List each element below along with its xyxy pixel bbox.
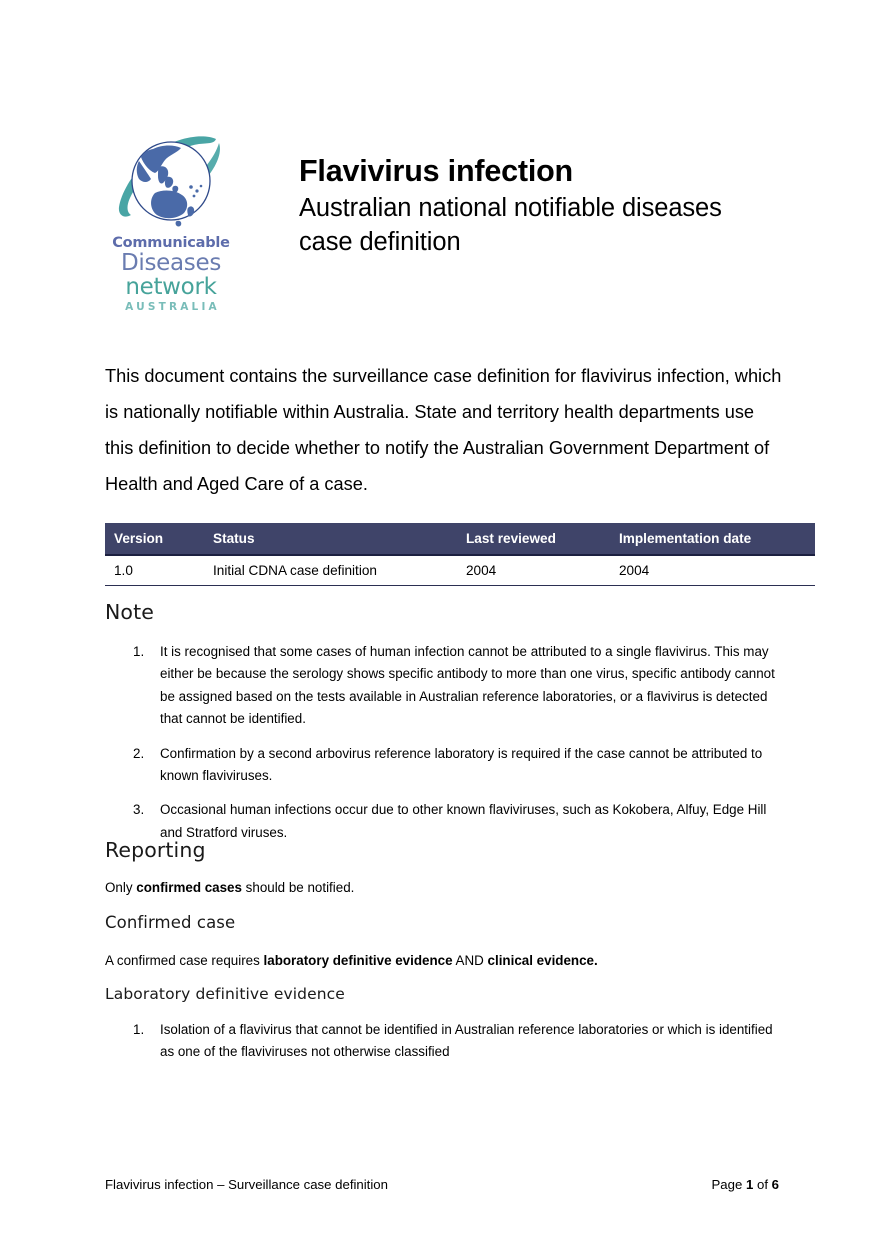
confirmed-text-mid: AND — [452, 953, 488, 968]
logo-line-australia: AUSTRALIA — [125, 300, 220, 313]
confirmed-case-paragraph — [105, 950, 783, 971]
table-header-row — [105, 523, 815, 555]
logo-line-diseases: Diseases — [120, 249, 222, 276]
cell-status: Initial CDNA case definition — [204, 555, 457, 586]
list-item-text: It is recognised that some cases of human infection cannot be attributed to a single flavivirus. This may either be because the serology shows specific antibody to more than one virus, specific antibody cannot be assigned based on the tests available in Australian reference laboratories, or a flavivirus is detected that cannot be identified. — [160, 644, 775, 727]
cell-version: 1.0 — [105, 555, 204, 586]
version-history-table — [105, 523, 815, 586]
list-item — [133, 641, 778, 731]
document-masthead — [105, 128, 777, 312]
list-marker: 1. — [133, 1022, 145, 1037]
page-subtitle: Australian national notifiable diseases case definition — [299, 194, 722, 256]
reporting-text-pre: Only — [105, 880, 137, 895]
intro-paragraph: This document contains the surveillance case definition for flavivirus infection, which is nationally notifiable within Australia. State and territory health departments use this definition to decide whether to notify the Australian Government Department of Health and Aged Care of a case. — [105, 366, 782, 494]
cdna-logo — [105, 128, 237, 312]
reporting-text-bold: confirmed cases — [136, 880, 242, 895]
footer-total-pages: 6 — [771, 1177, 779, 1192]
note-list — [133, 641, 778, 844]
list-marker: 2. — [133, 745, 145, 761]
confirmed-text-bold-clinical: clinical evidence. — [487, 953, 598, 968]
confirmed-text-bold-lab: laboratory definitive evidence — [263, 953, 453, 968]
logo-line-communicable: Communicable — [112, 235, 230, 251]
list-marker: 1. — [133, 644, 145, 659]
heading-laboratory-definitive-evidence: Laboratory definitive evidence — [105, 985, 345, 1003]
heading-reporting: Reporting — [105, 838, 206, 862]
column-header-version: Version — [105, 523, 204, 555]
title-block — [237, 128, 777, 259]
cell-last-reviewed: 2004 — [457, 555, 610, 586]
page-title: Flavivirus infection — [299, 154, 573, 188]
table-body — [105, 555, 815, 586]
logo-line-network: network — [125, 273, 217, 300]
page-footer — [105, 1177, 779, 1192]
list-item — [133, 1019, 778, 1064]
heading-note: Note — [105, 600, 154, 624]
list-marker: 3. — [133, 802, 145, 818]
reporting-paragraph — [105, 877, 783, 898]
column-header-status: Status — [204, 523, 457, 555]
list-item-text: Isolation of a flavivirus that cannot be identified in Australian reference laboratories or which is identified as one of the flaviviruses not otherwise classified — [160, 1022, 773, 1060]
column-header-last-reviewed: Last reviewed — [457, 523, 610, 555]
globe-swoosh-icon — [115, 131, 227, 235]
footer-current-page: 1 — [745, 1177, 754, 1192]
footer-document-name: Flavivirus infection – Surveillance case definition — [105, 1177, 388, 1192]
list-item — [133, 799, 778, 844]
cdna-wordmark — [112, 236, 230, 312]
list-item-text: Confirmation by a second arbovirus reference laboratory is required if the case cannot be attributed to known flaviviruses. — [160, 745, 763, 784]
footer-of-label: of — [753, 1177, 772, 1192]
footer-page-label: Page — [711, 1177, 746, 1192]
confirmed-text-pre: A confirmed case requires — [105, 953, 264, 968]
table-header — [105, 523, 815, 555]
heading-confirmed-case: Confirmed case — [105, 913, 236, 932]
list-item — [133, 743, 778, 788]
laboratory-evidence-list — [133, 1019, 778, 1064]
table-row — [105, 555, 815, 586]
reporting-text-post: should be notified. — [241, 880, 355, 895]
list-item-text: Occasional human infections occur due to other known flaviviruses, such as Kokobera, Alfuy, Edge Hill and Stratford viruses. — [160, 802, 767, 840]
column-header-implementation-date: Implementation date — [610, 523, 815, 555]
footer-page-number — [712, 1177, 779, 1192]
cell-implementation-date: 2004 — [610, 555, 815, 586]
